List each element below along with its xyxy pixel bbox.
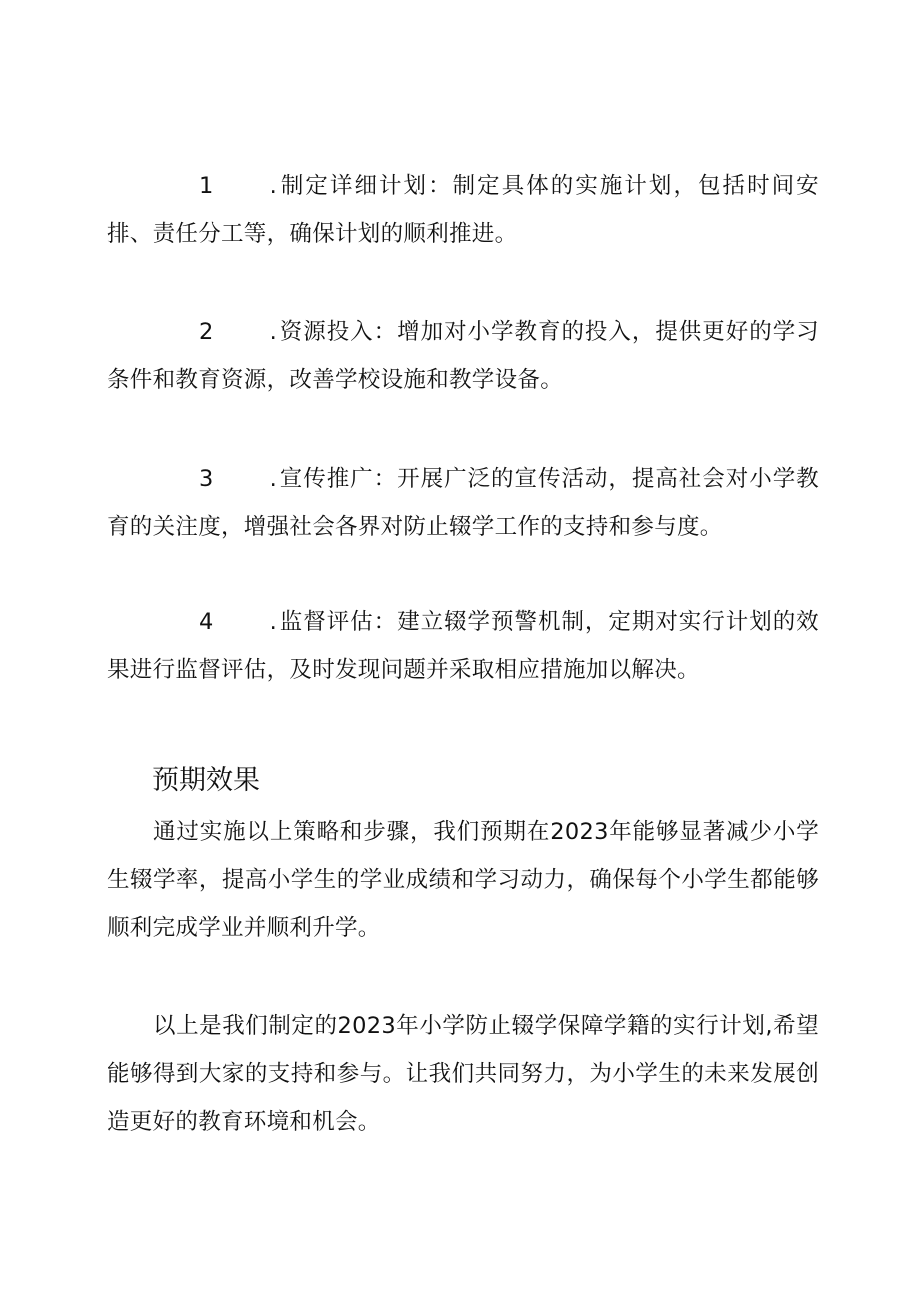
step-1-dot: . [269, 173, 278, 199]
step-4-paragraph [107, 598, 819, 694]
step-2-number: 2 [199, 319, 214, 345]
step-1-title: 制定详细计划： [279, 173, 453, 199]
step-3-title: 宣传推广： [279, 466, 398, 492]
step-2-paragraph [107, 308, 819, 404]
step-1-paragraph [107, 162, 819, 258]
step-2-title: 资源投入： [279, 319, 398, 345]
step-3-number: 3 [199, 466, 214, 492]
step-3-paragraph [107, 455, 819, 551]
step-1-body: 制定具体的实施计划，包括时间安排、责任分工等，确保计划的顺利推进。 [107, 173, 819, 247]
closing-paragraph: 以上是我们制定的2023年小学防止辍学保障学籍的实行计划,希望能够得到大家的支持和参与。让我们共同努力，为小学生的未来发展创造更好的教育环境和机会。 [107, 1013, 819, 1135]
step-4-dot: . [269, 609, 278, 635]
step-4-title: 监督评估： [279, 609, 398, 635]
step-4-number: 4 [199, 609, 214, 635]
step-3-body: 开展广泛的宣传活动，提高社会对小学教育的关注度，增强社会各界对防止辍学工作的支持和参与度。 [107, 466, 819, 540]
expected-results-heading: 预期效果 [152, 765, 260, 795]
step-2-body: 增加对小学教育的投入，提供更好的学习条件和教育资源，改善学校设施和教学设备。 [107, 319, 819, 393]
step-3-dot: . [269, 466, 278, 492]
step-4-body: 建立辍学预警机制，定期对实行计划的效果进行监督评估，及时发现问题并采取相应措施加以解决。 [107, 609, 819, 683]
expected-results-paragraph: 通过实施以上策略和步骤，我们预期在2023年能够显著减少小学生辍学率，提高小学生的学业成绩和学习动力，确保每个小学生都能够顺利完成学业并顺利升学。 [107, 819, 819, 941]
step-1-number: 1 [199, 173, 214, 199]
step-2-dot: . [269, 319, 278, 345]
